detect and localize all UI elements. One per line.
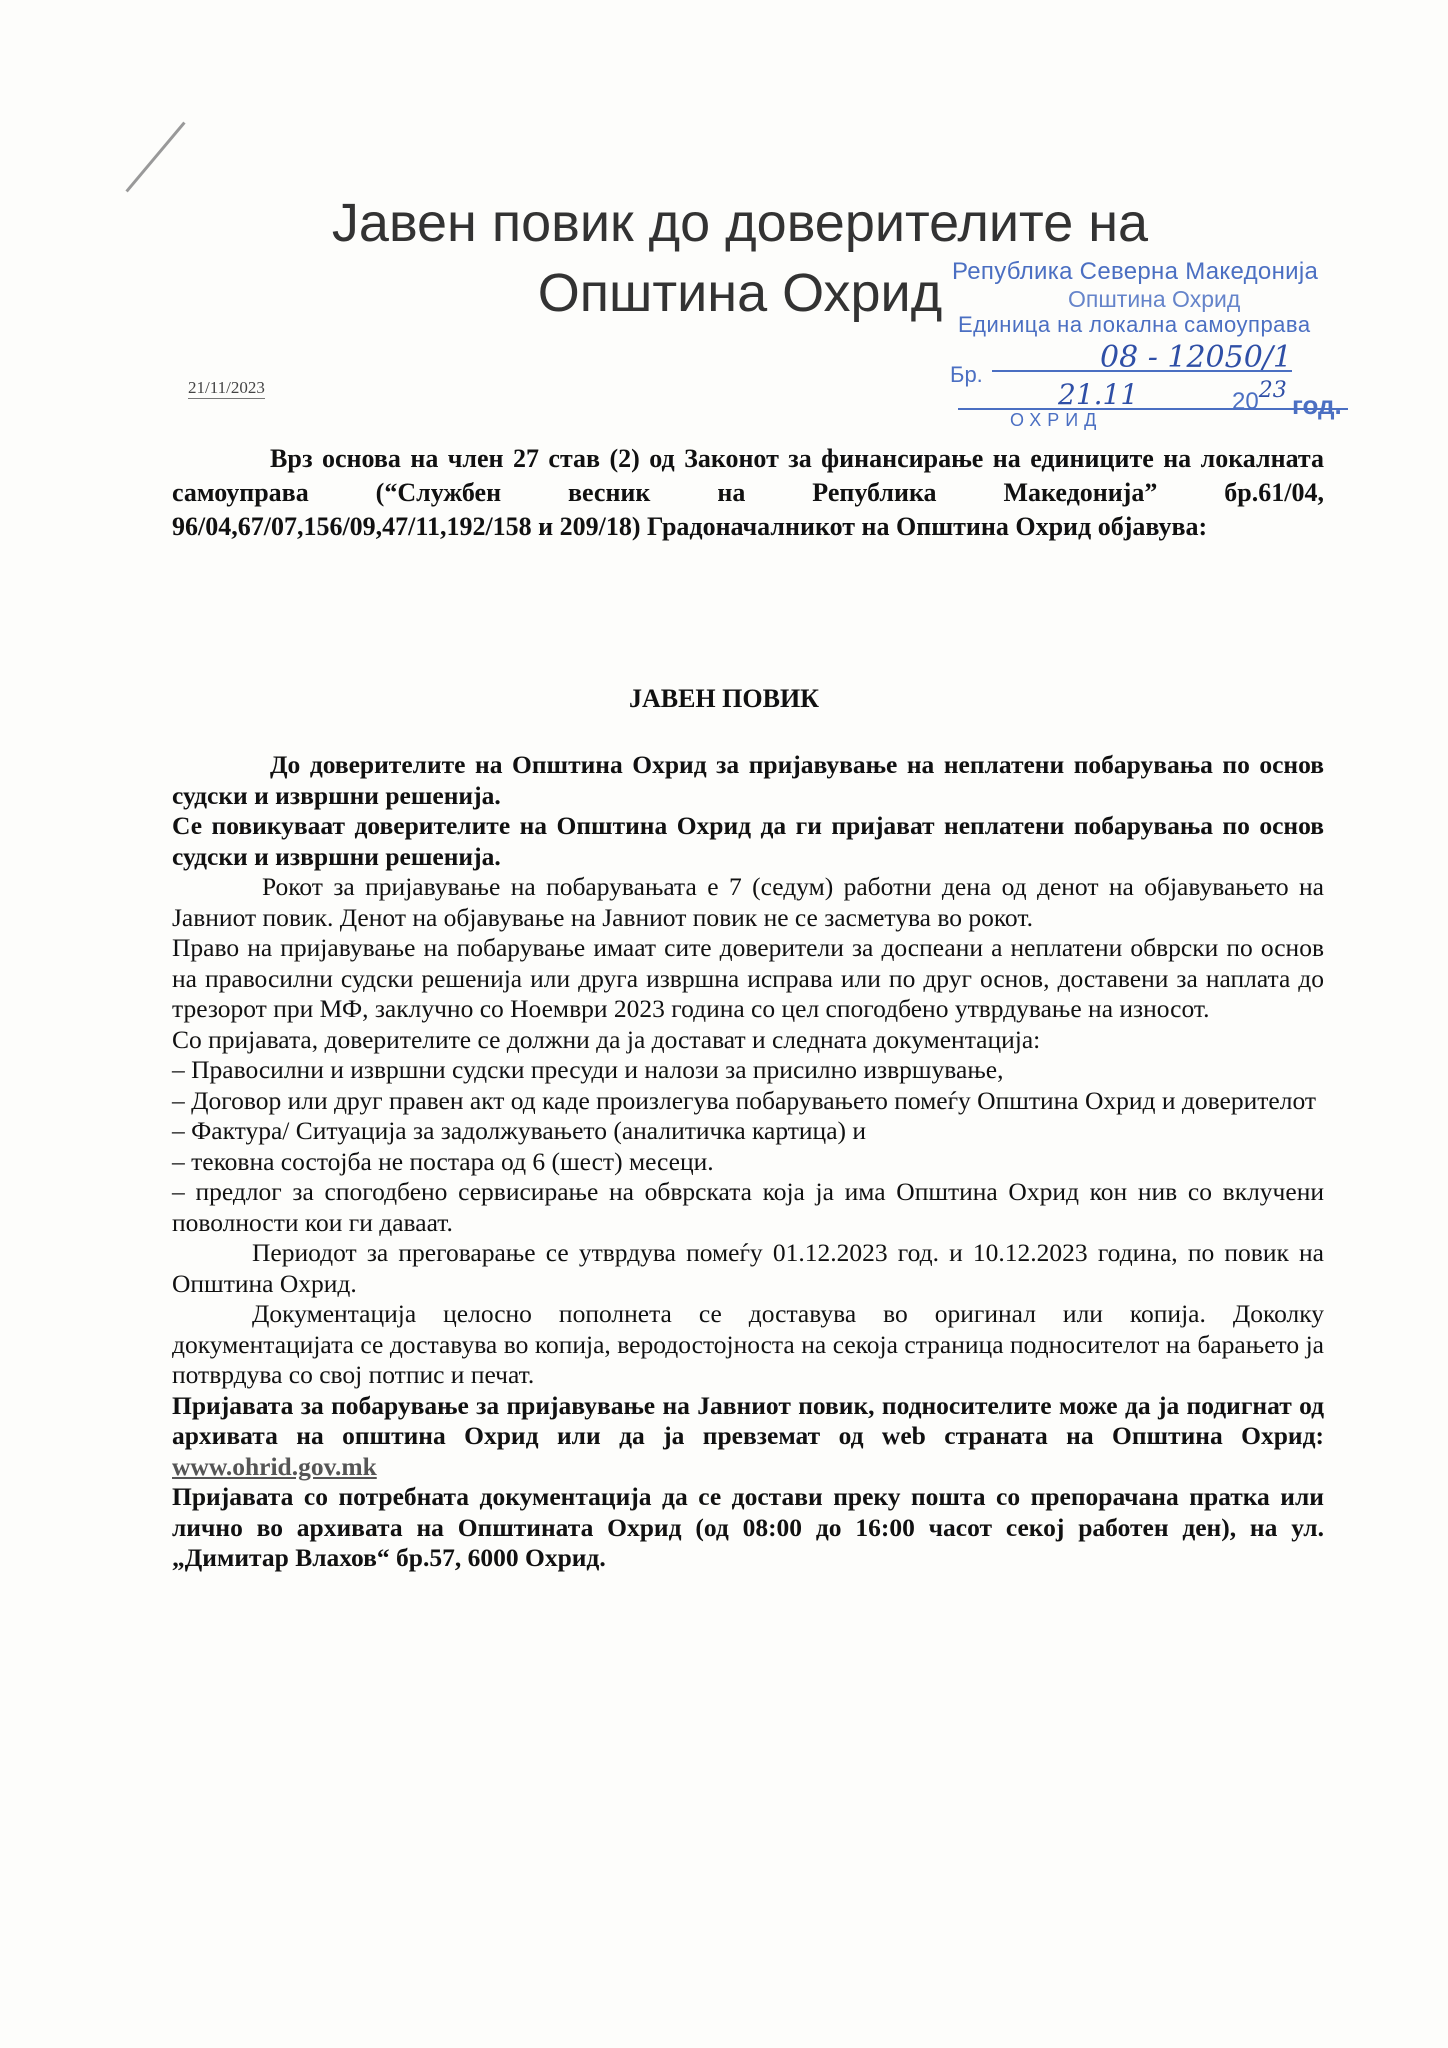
stamp-municipality: Општина Охрид: [1068, 286, 1241, 312]
list-item: – Правосилни и извршни судски пресуди и налози за присилно извршување,: [172, 1055, 1004, 1084]
intro-paragraph: Врз основа на член 27 став (2) од Законот за финансирање на единиците на локалната самоуправа (“Службен весник на Република Македонија” бр.61/04, 96/04,67/07,156/09,47/11,192/158 и 209/18) Градоначалникот на Општина Охрид објавува:: [172, 444, 1324, 541]
stamp-year-handwritten: 23: [1258, 378, 1287, 403]
stamp-unit: Единица на локална самоуправа: [958, 312, 1311, 337]
body-paragraph-6: Периодот за преговарање се утврдува помеѓу 01.12.2023 год. и 10.12.2023 година, по повик на Општина Охрид.: [172, 1238, 1324, 1298]
title-line-1: Јавен повик до доверителите на: [331, 193, 1149, 253]
stamp-place: ОХРИД: [1010, 410, 1103, 430]
section-heading: ЈАВЕН ПОВИК: [628, 684, 820, 713]
stamp-divider: [992, 370, 1292, 372]
list-item: – Фактура/ Ситуација за задолжувањето (аналитичка картица) и: [172, 1116, 867, 1145]
document-body: [172, 750, 1324, 1574]
pen-mark: [125, 122, 185, 193]
list-item: – Договор или друг правен акт од каде произлегува побарувањето помеѓу Општина Охрид и доверителот: [172, 1085, 1317, 1115]
website-link[interactable]: www.ohrid.gov.mk: [172, 1451, 377, 1481]
body-paragraph-7: Документација целосно пополнета се доставува во оригинал или копија. Доколку документацијата се доставува во копија, веродостојноста на секоја страница подносителот на барањето ја потврдува со свој потпис и печат.: [172, 1299, 1324, 1389]
body-paragraph-2: Се повикуваат доверителите на Општина Охрид да ги пријават неплатени побарувања по основ судски и извршни решенија.: [172, 811, 1324, 871]
stamp-number: 08 - 12050/1: [1100, 340, 1293, 375]
title-line-2: Општина Охрид: [537, 263, 943, 323]
body-paragraph-8-text: Пријавата за побарување за пријавување на Јавниот повик, подносителите може да ја подигнат од архивата на општина Охрид или да ја превземат од web страната на Општина Охрид:: [172, 1390, 1324, 1450]
body-paragraph-3: Рокот за пријавување на побарувањата е 7 (седум) работни дена од денот на објавувањето на Јавниот повик. Денот на објавување на Јавниот повик не се засметува во рокот.: [172, 872, 1324, 932]
registration-stamp: [950, 258, 1370, 434]
list-item: – тековна состојба не постара од 6 (шест) месеци.: [172, 1146, 714, 1176]
body-paragraph-5: Со пријавата, доверителите се должни да ја достават и следната документација:: [172, 1024, 1041, 1054]
stamp-year-suffix: год.: [1292, 390, 1342, 420]
stamp-country: Република Северна Македонија: [952, 258, 1319, 285]
stamp-year: [1232, 378, 1287, 416]
list-item: – предлог за спогодбено сервисирање на обврската која ја има Општина Охрид кон нив со вклучени поволности кои ги даваат.: [172, 1177, 1324, 1237]
stamp-number-label: Бр.: [950, 362, 983, 387]
body-paragraph-4: Право на пријавување на побарување имаат сите доверители за доспеани а неплатени обврски по основ на правосилни судски решенија или друга извршна исправа или по друг основ, доставени за наплата до трезорот при МФ, заклучно со Ноември 2023 година со цел спогодбено утврдување на износот.: [172, 933, 1324, 1023]
stamp-date: 21.11: [1058, 378, 1139, 411]
stamp-year-prefix: 20: [1232, 388, 1259, 415]
body-paragraph-8: [172, 1391, 1324, 1483]
document-date: 21/11/2023: [188, 378, 265, 397]
body-paragraph-1: До доверителите на Општина Охрид за пријавување на неплатени побарувања по основ судски и извршни решенија.: [172, 750, 1324, 810]
body-paragraph-9: Пријавата со потребната документација да се достави преку пошта со препорачана пратка или лично во архивата на Општината Охрид (од 08:00 до 16:00 часот секој работен ден), на ул. „Димитар Влахов“ бр.57, 6000 Охрид.: [172, 1482, 1324, 1572]
